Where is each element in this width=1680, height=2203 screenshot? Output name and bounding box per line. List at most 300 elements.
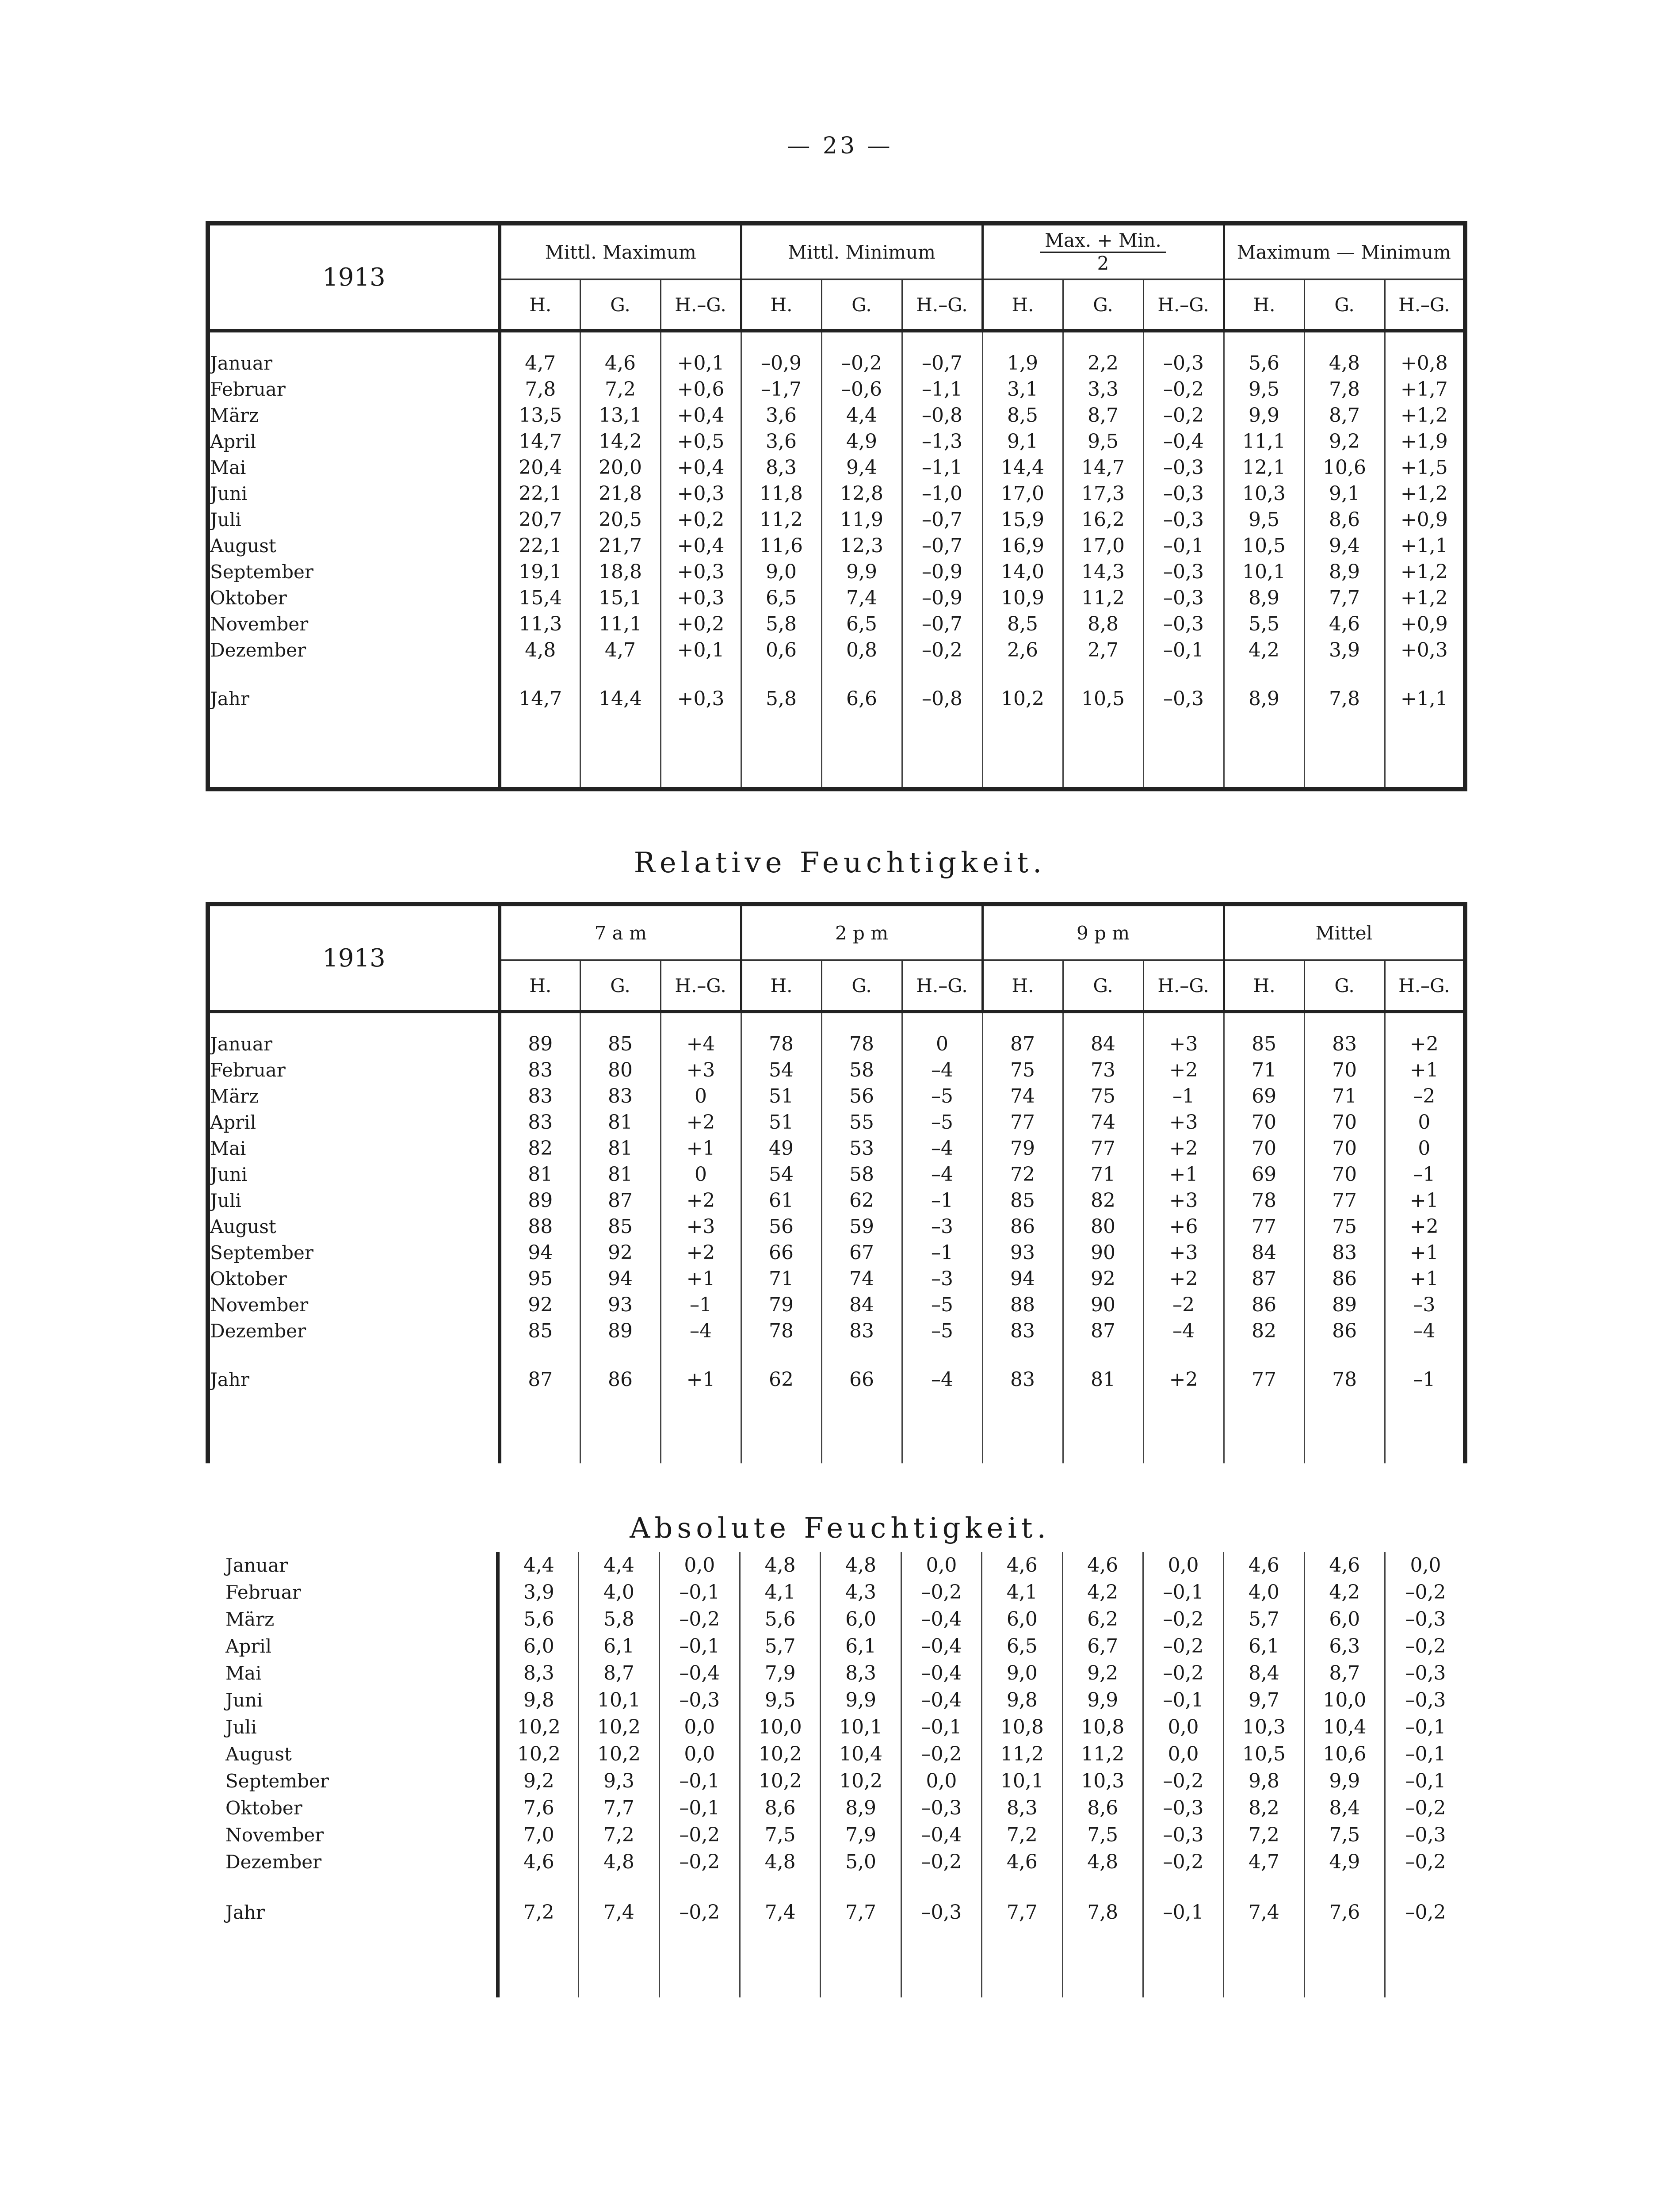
table-cell: +0,2 bbox=[661, 611, 741, 637]
row-label: Mai bbox=[208, 1135, 500, 1161]
table-cell: 10,9 bbox=[982, 585, 1063, 611]
table-cell: +6 bbox=[1143, 1214, 1224, 1240]
table-cell: 75 bbox=[1304, 1214, 1385, 1240]
row-label: November bbox=[206, 1821, 498, 1848]
table-cell: 4,8 bbox=[500, 637, 580, 663]
table-cell: 22,1 bbox=[500, 481, 580, 507]
table-cell: 71 bbox=[1224, 1057, 1304, 1083]
sub-header: G. bbox=[580, 279, 661, 331]
table-cell: 4,6 bbox=[498, 1848, 578, 1875]
table-cell: 10,6 bbox=[1304, 1741, 1385, 1768]
table-cell: 20,0 bbox=[580, 454, 661, 481]
table-row bbox=[206, 1848, 1466, 1875]
table-cell: 8,6 bbox=[1304, 507, 1385, 533]
table-cell: –0,7 bbox=[902, 533, 982, 559]
table-cell: 10,2 bbox=[579, 1714, 659, 1741]
table-cell: 70 bbox=[1304, 1135, 1385, 1161]
table-cell: –0,3 bbox=[1143, 585, 1224, 611]
table-cell: 87 bbox=[580, 1187, 661, 1214]
table-cell: –5 bbox=[902, 1083, 982, 1109]
table-cell: 85 bbox=[1224, 1031, 1304, 1057]
table-row bbox=[208, 376, 1465, 402]
table-cell: 14,7 bbox=[500, 681, 580, 716]
fraction-denominator: 2 bbox=[1097, 252, 1109, 274]
row-label: August bbox=[208, 1214, 500, 1240]
table-row bbox=[208, 611, 1465, 637]
empty-cell bbox=[1385, 1875, 1466, 1894]
empty-cell bbox=[580, 1012, 661, 1031]
table-cell: –0,1 bbox=[1143, 1894, 1223, 1930]
table-cell: 7,5 bbox=[740, 1821, 821, 1848]
table-cell: –2 bbox=[1385, 1083, 1465, 1109]
sub-header: H. bbox=[982, 279, 1063, 331]
row-label: Jahr bbox=[206, 1894, 498, 1930]
empty-cell bbox=[1224, 1397, 1304, 1463]
table-cell: +1 bbox=[1143, 1161, 1224, 1187]
row-label: Januar bbox=[208, 350, 500, 376]
table-cell: –0,4 bbox=[659, 1660, 740, 1687]
table-cell: 17,0 bbox=[1063, 533, 1143, 559]
empty-cell bbox=[982, 1344, 1063, 1362]
table-cell: 11,1 bbox=[1224, 428, 1304, 454]
table-cell: 71 bbox=[741, 1266, 821, 1292]
row-label: Dezember bbox=[206, 1848, 498, 1875]
table-cell: 77 bbox=[1224, 1362, 1304, 1397]
sub-header: H.–G. bbox=[1143, 279, 1224, 331]
table-cell: 7,4 bbox=[821, 585, 902, 611]
table-cell: +2 bbox=[1143, 1266, 1224, 1292]
empty-cell bbox=[580, 1344, 661, 1362]
table-cell: –0,1 bbox=[659, 1633, 740, 1660]
table-cell: 70 bbox=[1224, 1135, 1304, 1161]
table-cell: –0,2 bbox=[1143, 1848, 1223, 1875]
empty-cell bbox=[580, 331, 661, 350]
empty-cell bbox=[498, 1930, 578, 1997]
table-cell: –0,3 bbox=[1143, 1821, 1223, 1848]
table-cell: 10,8 bbox=[982, 1714, 1062, 1741]
table-cell: +2 bbox=[1143, 1135, 1224, 1161]
table-cell: 69 bbox=[1224, 1161, 1304, 1187]
table-cell: 7,6 bbox=[498, 1794, 578, 1821]
table-cell: 4,6 bbox=[580, 350, 661, 376]
empty-cell bbox=[982, 1012, 1063, 1031]
empty-cell bbox=[1062, 1930, 1143, 1997]
table-cell: 85 bbox=[580, 1214, 661, 1240]
table-cell: 6,1 bbox=[1224, 1633, 1304, 1660]
table-cell: +1,2 bbox=[1385, 559, 1465, 585]
table-row bbox=[208, 1083, 1465, 1109]
table-cell: –0,4 bbox=[901, 1633, 981, 1660]
empty-cell bbox=[821, 331, 902, 350]
table-cell: 9,4 bbox=[821, 454, 902, 481]
table-cell: +0,4 bbox=[661, 533, 741, 559]
table-cell: –1,7 bbox=[741, 376, 821, 402]
table-cell: 81 bbox=[580, 1161, 661, 1187]
table-cell: 0,0 bbox=[659, 1714, 740, 1741]
table-row bbox=[206, 1768, 1466, 1794]
table-cell: 7,8 bbox=[1304, 681, 1385, 716]
table-cell: 8,9 bbox=[1224, 681, 1304, 716]
table-cell: –0,7 bbox=[902, 507, 982, 533]
table-cell: 92 bbox=[1063, 1266, 1143, 1292]
table-cell: –0,4 bbox=[1143, 428, 1224, 454]
table-cell: 10,5 bbox=[1063, 681, 1143, 716]
empty-cell bbox=[902, 716, 982, 789]
table-cell: 6,5 bbox=[982, 1633, 1062, 1660]
table-cell: –0,1 bbox=[1143, 533, 1224, 559]
table-cell: +0,3 bbox=[661, 559, 741, 585]
empty-cell bbox=[661, 1344, 741, 1362]
table-cell: 0 bbox=[902, 1031, 982, 1057]
table-cell: 83 bbox=[821, 1318, 902, 1344]
relative-humidity-table bbox=[206, 902, 1467, 1463]
row-label: Dezember bbox=[208, 637, 500, 663]
table-cell: 4,9 bbox=[821, 428, 902, 454]
table-cell: 5,0 bbox=[821, 1848, 901, 1875]
empty-cell bbox=[1304, 1397, 1385, 1463]
sub-header: H. bbox=[741, 960, 821, 1012]
table-cell: 94 bbox=[500, 1240, 580, 1266]
row-label: Oktober bbox=[208, 585, 500, 611]
table-cell: 4,8 bbox=[579, 1848, 659, 1875]
table-cell: 10,6 bbox=[1304, 454, 1385, 481]
table-cell: 10,2 bbox=[498, 1714, 578, 1741]
empty-cell bbox=[500, 331, 580, 350]
sub-header: H. bbox=[500, 960, 580, 1012]
table-cell: 16,9 bbox=[982, 533, 1063, 559]
table-cell: 0,8 bbox=[821, 637, 902, 663]
empty-cell bbox=[982, 331, 1063, 350]
table-cell: 5,8 bbox=[579, 1606, 659, 1633]
table-cell: +1,5 bbox=[1385, 454, 1465, 481]
table-cell: –3 bbox=[902, 1266, 982, 1292]
empty-cell bbox=[1143, 1875, 1223, 1894]
table-cell: 51 bbox=[741, 1109, 821, 1135]
empty-cell bbox=[500, 663, 580, 681]
table-cell: 8,3 bbox=[821, 1660, 901, 1687]
table-cell: 90 bbox=[1063, 1240, 1143, 1266]
table-row bbox=[206, 1660, 1466, 1687]
table-cell: –0,2 bbox=[1385, 1794, 1466, 1821]
section-title-relative: Relative Feuchtigkeit. bbox=[634, 847, 1046, 879]
table-row bbox=[206, 1714, 1466, 1741]
empty-cell bbox=[208, 1012, 500, 1031]
table-cell: 94 bbox=[982, 1266, 1063, 1292]
table-cell: 6,2 bbox=[1062, 1606, 1143, 1633]
table-cell: –0,2 bbox=[821, 350, 902, 376]
empty-cell bbox=[500, 716, 580, 789]
table-cell: +0,2 bbox=[661, 507, 741, 533]
table-cell: 6,0 bbox=[821, 1606, 901, 1633]
table-cell: 9,9 bbox=[821, 1687, 901, 1714]
table-cell: 84 bbox=[1224, 1240, 1304, 1266]
temperature-table bbox=[206, 221, 1467, 791]
table-cell: 9,5 bbox=[1224, 507, 1304, 533]
table-row bbox=[208, 1031, 1465, 1057]
table-row bbox=[208, 1161, 1465, 1187]
empty-cell bbox=[1385, 1344, 1465, 1362]
empty-cell bbox=[901, 1875, 981, 1894]
table-cell: 83 bbox=[982, 1318, 1063, 1344]
table-cell: 86 bbox=[1304, 1266, 1385, 1292]
empty-cell bbox=[1143, 1397, 1224, 1463]
table-cell: 5,7 bbox=[740, 1633, 821, 1660]
table-cell: –1 bbox=[902, 1187, 982, 1214]
table-cell: 8,4 bbox=[1304, 1794, 1385, 1821]
table-cell: 2,2 bbox=[1063, 350, 1143, 376]
table-cell: 7,8 bbox=[500, 376, 580, 402]
table-cell: 4,8 bbox=[821, 1552, 901, 1579]
table-cell: –1 bbox=[902, 1240, 982, 1266]
table-cell: 11,2 bbox=[982, 1741, 1062, 1768]
table-cell: 92 bbox=[580, 1240, 661, 1266]
table-cell: 8,7 bbox=[579, 1660, 659, 1687]
table-cell: 6,0 bbox=[498, 1633, 578, 1660]
table-cell: 58 bbox=[821, 1161, 902, 1187]
group-header-9pm: 9 p m bbox=[982, 904, 1224, 960]
table-cell: 7,9 bbox=[740, 1660, 821, 1687]
table-cell: 10,1 bbox=[579, 1687, 659, 1714]
table-cell: –4 bbox=[1385, 1318, 1465, 1344]
table-cell: 81 bbox=[580, 1109, 661, 1135]
table-row bbox=[206, 1687, 1466, 1714]
empty-cell bbox=[1143, 1012, 1224, 1031]
sub-header: G. bbox=[821, 960, 902, 1012]
table-cell: 84 bbox=[1063, 1031, 1143, 1057]
table-cell: 7,8 bbox=[1062, 1894, 1143, 1930]
table-cell: +0,6 bbox=[661, 376, 741, 402]
table-cell: 75 bbox=[1063, 1083, 1143, 1109]
table-cell: 59 bbox=[821, 1214, 902, 1240]
empty-cell bbox=[902, 1397, 982, 1463]
table-cell: 82 bbox=[1224, 1318, 1304, 1344]
empty-cell bbox=[1143, 716, 1224, 789]
table-row bbox=[208, 637, 1465, 663]
table-cell: 74 bbox=[1063, 1109, 1143, 1135]
empty-cell bbox=[1224, 663, 1304, 681]
spacer-row bbox=[208, 716, 1465, 789]
sub-header: H. bbox=[1224, 960, 1304, 1012]
table-cell: +1 bbox=[1385, 1057, 1465, 1083]
table-cell: 5,7 bbox=[1224, 1606, 1304, 1633]
row-label: Januar bbox=[208, 1031, 500, 1057]
empty-cell bbox=[821, 1930, 901, 1997]
table-cell: 7,2 bbox=[580, 376, 661, 402]
empty-cell bbox=[741, 1012, 821, 1031]
table-cell: +2 bbox=[1143, 1362, 1224, 1397]
table-cell: –0,1 bbox=[1143, 1579, 1223, 1606]
empty-cell bbox=[208, 1397, 500, 1463]
empty-cell bbox=[741, 716, 821, 789]
table-cell: 4,8 bbox=[1304, 350, 1385, 376]
table-cell: +1,9 bbox=[1385, 428, 1465, 454]
empty-cell bbox=[982, 1397, 1063, 1463]
table-cell: 0 bbox=[661, 1161, 741, 1187]
table-cell: 10,4 bbox=[1304, 1714, 1385, 1741]
table-row bbox=[208, 1109, 1465, 1135]
table-row bbox=[206, 1741, 1466, 1768]
table-cell: –0,3 bbox=[901, 1894, 981, 1930]
table-cell: +1 bbox=[1385, 1187, 1465, 1214]
row-label: August bbox=[208, 533, 500, 559]
table-cell: –0,3 bbox=[1143, 1794, 1223, 1821]
table-year: 1913 bbox=[208, 904, 500, 1012]
table-cell: 4,3 bbox=[821, 1579, 901, 1606]
table-cell: 20,7 bbox=[500, 507, 580, 533]
table-cell: 9,9 bbox=[1304, 1768, 1385, 1794]
empty-cell bbox=[1063, 1012, 1143, 1031]
empty-cell bbox=[1224, 1344, 1304, 1362]
table-cell: 55 bbox=[821, 1109, 902, 1135]
table-cell: 3,1 bbox=[982, 376, 1063, 402]
table-cell: 9,2 bbox=[1062, 1660, 1143, 1687]
table-cell: 56 bbox=[821, 1083, 902, 1109]
empty-cell bbox=[500, 1012, 580, 1031]
table-cell: +1,7 bbox=[1385, 376, 1465, 402]
table-cell: 8,6 bbox=[1062, 1794, 1143, 1821]
table-cell: 83 bbox=[580, 1083, 661, 1109]
empty-cell bbox=[579, 1930, 659, 1997]
empty-cell bbox=[1385, 663, 1465, 681]
table-row bbox=[206, 1821, 1466, 1848]
table-cell: +0,9 bbox=[1385, 507, 1465, 533]
table-row bbox=[208, 1362, 1465, 1397]
table-cell: 8,5 bbox=[982, 611, 1063, 637]
table-cell: 14,0 bbox=[982, 559, 1063, 585]
empty-cell bbox=[1304, 1875, 1385, 1894]
fraction-numerator: Max. + Min. bbox=[1040, 230, 1166, 252]
table-cell: –0,4 bbox=[901, 1660, 981, 1687]
table-cell: 80 bbox=[580, 1057, 661, 1083]
empty-cell bbox=[580, 1397, 661, 1463]
table-cell: –4 bbox=[1143, 1318, 1224, 1344]
row-label: April bbox=[208, 1109, 500, 1135]
table-cell: 84 bbox=[821, 1292, 902, 1318]
empty-cell bbox=[208, 663, 500, 681]
empty-cell bbox=[661, 1012, 741, 1031]
table-cell: –0,3 bbox=[1143, 454, 1224, 481]
table-cell: 78 bbox=[821, 1031, 902, 1057]
table-cell: 4,0 bbox=[579, 1579, 659, 1606]
table-cell: +2 bbox=[661, 1187, 741, 1214]
table-cell: +3 bbox=[661, 1214, 741, 1240]
table-cell: 8,3 bbox=[982, 1794, 1062, 1821]
sub-header: H. bbox=[982, 960, 1063, 1012]
table-cell: –0,3 bbox=[1385, 1687, 1466, 1714]
row-label: Dezember bbox=[208, 1318, 500, 1344]
table-cell: 83 bbox=[1304, 1240, 1385, 1266]
row-label: Oktober bbox=[208, 1266, 500, 1292]
table-cell: –0,2 bbox=[659, 1821, 740, 1848]
empty-cell bbox=[741, 1344, 821, 1362]
table-cell: 3,3 bbox=[1063, 376, 1143, 402]
table-cell: 5,8 bbox=[741, 681, 821, 716]
empty-cell bbox=[902, 1344, 982, 1362]
table-cell: 14,2 bbox=[580, 428, 661, 454]
table-cell: 15,4 bbox=[500, 585, 580, 611]
group-header-2pm: 2 p m bbox=[741, 904, 982, 960]
table-cell: –0,3 bbox=[1385, 1660, 1466, 1687]
table-cell: 6,1 bbox=[821, 1633, 901, 1660]
table-cell: –0,3 bbox=[1143, 350, 1224, 376]
table-cell: –0,1 bbox=[659, 1794, 740, 1821]
table-cell: 74 bbox=[821, 1266, 902, 1292]
table-cell: –0,2 bbox=[659, 1606, 740, 1633]
table-cell: –0,3 bbox=[1143, 559, 1224, 585]
empty-cell bbox=[659, 1930, 740, 1997]
table-cell: 77 bbox=[1063, 1135, 1143, 1161]
table-cell: 14,3 bbox=[1063, 559, 1143, 585]
table-cell: 8,9 bbox=[1304, 559, 1385, 585]
table-row bbox=[208, 507, 1465, 533]
table-cell: 87 bbox=[1063, 1318, 1143, 1344]
row-label: Juni bbox=[208, 481, 500, 507]
table-cell: –0,3 bbox=[1385, 1821, 1466, 1848]
table-cell: –0,2 bbox=[659, 1894, 740, 1930]
group-header-mittl-maximum: Mittl. Maximum bbox=[500, 223, 741, 279]
row-label: Oktober bbox=[206, 1794, 498, 1821]
table-cell: 71 bbox=[1063, 1161, 1143, 1187]
empty-cell bbox=[821, 1875, 901, 1894]
table-cell: 19,1 bbox=[500, 559, 580, 585]
table-cell: 8,2 bbox=[1224, 1794, 1304, 1821]
group-header-maximum-minus-minimum: Maximum — Minimum bbox=[1224, 223, 1465, 279]
table-cell: 0,0 bbox=[659, 1741, 740, 1768]
empty-cell bbox=[1063, 331, 1143, 350]
table-cell: –0,2 bbox=[1143, 1606, 1223, 1633]
table-cell: –0,3 bbox=[659, 1687, 740, 1714]
table-cell: –1,0 bbox=[902, 481, 982, 507]
empty-cell bbox=[1063, 1397, 1143, 1463]
empty-cell bbox=[982, 716, 1063, 789]
table-cell: 17,3 bbox=[1063, 481, 1143, 507]
table-cell: 10,1 bbox=[821, 1714, 901, 1741]
table-cell: 11,3 bbox=[500, 611, 580, 637]
empty-cell bbox=[902, 663, 982, 681]
table-cell: 4,7 bbox=[1224, 1848, 1304, 1875]
table-cell: 6,1 bbox=[579, 1633, 659, 1660]
group-header-7am: 7 a m bbox=[500, 904, 741, 960]
sub-header: G. bbox=[1063, 279, 1143, 331]
table-cell: 8,7 bbox=[1304, 402, 1385, 428]
table-cell: 7,7 bbox=[821, 1894, 901, 1930]
table-cell: –0,2 bbox=[659, 1848, 740, 1875]
row-label: Februar bbox=[208, 376, 500, 402]
table-cell: 7,2 bbox=[982, 1821, 1062, 1848]
table-cell: 22,1 bbox=[500, 533, 580, 559]
table-cell: +0,1 bbox=[661, 350, 741, 376]
table-cell: +0,3 bbox=[661, 681, 741, 716]
table-cell: –0,2 bbox=[901, 1741, 981, 1768]
table-cell: 5,8 bbox=[741, 611, 821, 637]
table-cell: –0,3 bbox=[1143, 507, 1224, 533]
table-cell: 86 bbox=[1304, 1318, 1385, 1344]
table-cell: +1 bbox=[1385, 1240, 1465, 1266]
table-cell: 9,1 bbox=[1304, 481, 1385, 507]
table-cell: +1,2 bbox=[1385, 481, 1465, 507]
table-cell: –0,2 bbox=[1143, 1768, 1223, 1794]
absolute-humidity-table bbox=[206, 1552, 1466, 1997]
row-label: Jahr bbox=[208, 681, 500, 716]
table-cell: 6,0 bbox=[982, 1606, 1062, 1633]
table-cell: –1 bbox=[1143, 1083, 1224, 1109]
table-cell: 2,6 bbox=[982, 637, 1063, 663]
row-label: September bbox=[208, 559, 500, 585]
empty-cell bbox=[821, 1344, 902, 1362]
table-cell: –0,2 bbox=[1143, 376, 1224, 402]
table-cell: 4,6 bbox=[982, 1848, 1062, 1875]
table-cell: 72 bbox=[982, 1161, 1063, 1187]
